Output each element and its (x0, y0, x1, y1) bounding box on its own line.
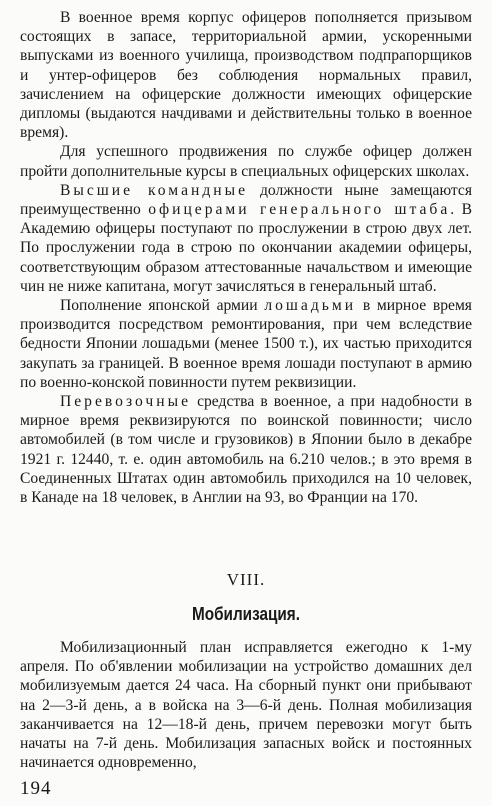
text-segment: в мирное время производится посредством ремонтирования, при чем вследствие бедности Японии лошадьми (менее 1500 т.), их частью приходится закупать за границей. В военное время лошади поступают в армию по военно-конской повинности путем реквизиции. (20, 297, 472, 391)
page-number: 194 (20, 778, 52, 799)
section-title: Мобилизация. (192, 604, 300, 624)
text-segment: Пополнение японской армии (60, 297, 265, 315)
paragraph (20, 8, 472, 142)
body-text-top (20, 8, 472, 507)
text-segment: Мобилизационный план исправляется ежегодно к 1-му апреля. По об'явлении мобилизации на устройство домашних дел мобилизуемым дается 24 часа. На сборный пункт они прибывают на 2—3-й день, а в войска на 3—6-й день. Полная мобилизация заканчивается на 12—18-й день, причем перевозки могут быть начаты на 7-й день. Мобилизация запасных войск и постоянных начинается одновременно, (20, 639, 472, 772)
text-segment: средства в военное, а при надобности в мирное время реквизируются по воинской повинности; число автомобилей (в том числе и грузовиков) в Японии было в декабре 1921 г. 12440, т. е. один автомобиль на 6.210 челов.; в это время в Соединенных Штатах один автомобиль приходился на 10 человек, в Канаде на 18 человек, в Англии на 93, во Франции на 170. (20, 393, 472, 507)
paragraph (20, 181, 472, 296)
paragraph (20, 392, 472, 507)
emphasized-text: офицерами генерального штаба (148, 201, 451, 219)
text-segment: . В Академию офицеры поступают по прослужении в строю двух лет. По прослужении года в строю по окончании академии офицеры, соответствующим образом аттестованные начальством и имеющие чин не ниже капитана, могут зачисляться в генеральный штаб. (20, 201, 472, 295)
emphasized-text: лошадьми (264, 297, 357, 315)
paragraph (20, 142, 472, 180)
paragraph (20, 638, 472, 772)
text-segment: Для успешного продвижения по службе офицер должен пройти дополнительные курсы в специальных офицерских школах. (20, 143, 472, 180)
text-segment: В военное время корпус офицеров пополняется призывом состоящих в запасе, территориальной армии, ускоренными выпусками из военного училища, производством подпрапорщиков и унтер-офицеров без соблюдения нормальных правил, зачислением на офицерские должности имеющих офицерские дипломы (выдаются начдивами и действительны только в военное время). (20, 9, 472, 142)
emphasized-text: Перевозочные (60, 393, 192, 411)
paragraph (20, 296, 472, 392)
body-text-bottom (20, 638, 472, 772)
text-segment: должности ныне замещаются преимущественно (20, 181, 472, 219)
emphasized-text: Высшие командные (60, 181, 249, 199)
section-number: VIII. (226, 570, 266, 589)
